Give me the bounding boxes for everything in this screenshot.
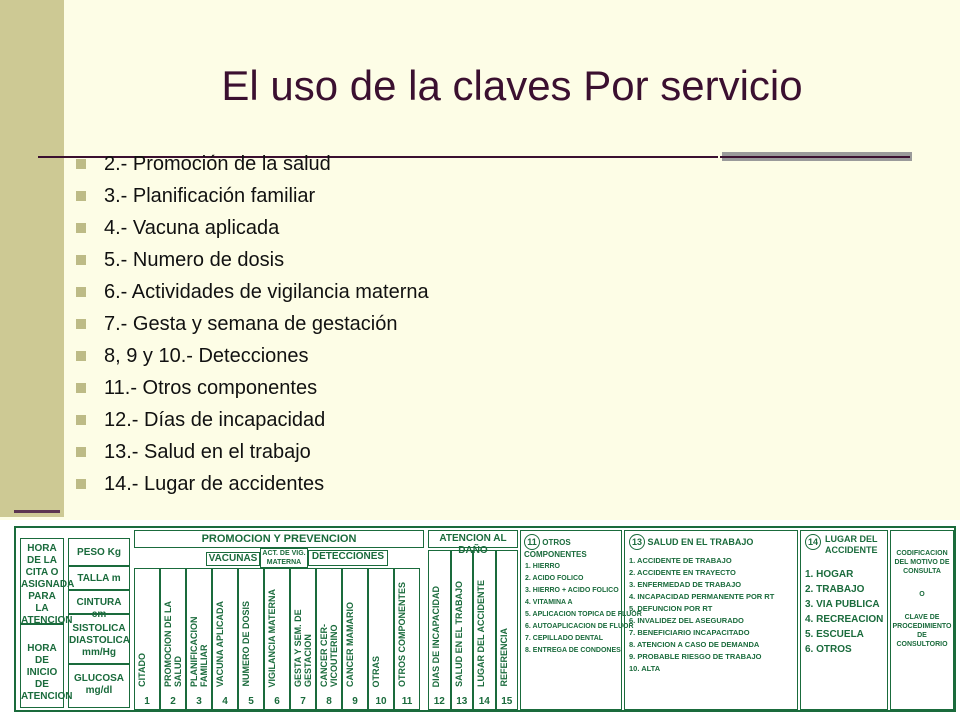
codificacion-label: CODIFICACION DEL MOTIVO DE CONSULTA	[894, 550, 950, 575]
list-item	[76, 276, 429, 308]
trabajo-number-circle: 13	[629, 534, 645, 550]
list-item	[76, 180, 429, 212]
promocion-header	[134, 530, 424, 548]
trabajo-box	[624, 530, 798, 710]
form-scan	[0, 520, 960, 720]
list-item-text: 13.- Salud en el trabajo	[104, 441, 311, 463]
list-item-text: 4.- Vacuna aplicada	[104, 217, 280, 239]
promocion-column	[238, 568, 264, 710]
talla-cell	[68, 566, 130, 590]
list-item: 10. ALTA	[629, 664, 661, 673]
atencion-column-number: 14	[478, 696, 490, 707]
bullet-icon	[76, 223, 86, 233]
atencion-column	[451, 550, 474, 710]
promocion-column-number: 7	[300, 696, 306, 707]
promocion-column-number: 6	[274, 696, 280, 707]
atencion-column-number: 13	[456, 696, 468, 707]
otros-number-circle: 11	[524, 534, 540, 550]
bullet-icon	[76, 479, 86, 489]
list-item: 4. INCAPACIDAD PERMANENTE POR RT	[629, 592, 775, 601]
list-item: 7. CEPILLADO DENTAL	[525, 635, 604, 642]
atencion-header-label: ATENCION AL DAÑO	[439, 533, 507, 556]
promocion-column-number: 11	[401, 696, 413, 707]
list-item	[76, 340, 429, 372]
list-item: 1. HOGAR	[805, 569, 854, 580]
list-item	[76, 404, 429, 436]
lugar-header	[805, 534, 879, 556]
presion-label: SISTOLICA DIASTOLICA mm/Hg	[69, 623, 130, 658]
inicio-label: HORA DE INICIO DE ATENCION	[21, 643, 73, 702]
trabajo-header	[629, 534, 753, 550]
list-item: 6. INVALIDEZ DEL ASEGURADO	[629, 616, 744, 625]
list-item: 3. VIA PUBLICA	[805, 599, 880, 610]
presion-cell	[68, 614, 130, 664]
bullet-icon	[76, 191, 86, 201]
side-band	[0, 0, 64, 512]
promocion-column	[290, 568, 316, 710]
promocion-column-label: CANCER MAMARIO	[345, 602, 355, 687]
promocion-column	[316, 568, 342, 710]
list-item-text: 7.- Gesta y semana de gestación	[104, 313, 398, 335]
lugar-list	[805, 567, 883, 657]
promocion-column	[134, 568, 160, 710]
lugar-box	[800, 530, 888, 710]
atencion-column-label: LUGAR DEL ACCIDENTE	[476, 579, 486, 687]
lugar-number-circle: 14	[805, 534, 821, 550]
promocion-column-label: CANCER CER-VICOUTERINO	[319, 624, 339, 687]
atencion-column-label: SALUD EN EL TRABAJO	[453, 581, 464, 687]
promocion-column-number: 8	[326, 696, 332, 707]
promocion-column	[160, 568, 186, 710]
list-item-text: 3.- Planificación familiar	[104, 185, 316, 207]
promocion-column	[264, 568, 290, 710]
o-label: O	[919, 591, 925, 598]
promocion-header-label: PROMOCION Y PREVENCION	[201, 533, 357, 545]
list-item: 5. DEFUNCION POR RT	[629, 604, 713, 613]
glucosa-cell	[68, 664, 130, 708]
atencion-column	[473, 550, 496, 710]
trabajo-list	[629, 555, 774, 675]
list-item: 6. AUTOAPLICACION DE FLUOR	[525, 623, 634, 630]
list-item	[76, 148, 429, 180]
glucosa-label: GLUCOSA mg/dl	[74, 673, 124, 696]
bullet-icon	[76, 415, 86, 425]
list-item: 1. ACCIDENTE DE TRABAJO	[629, 556, 732, 565]
bullet-icon	[76, 351, 86, 361]
list-item-text: 11.- Otros componentes	[104, 377, 318, 399]
form-frame	[14, 526, 956, 712]
vacunas-header-label: VACUNAS	[208, 553, 258, 564]
cintura-label: CINTURA cm	[76, 597, 122, 620]
list-item: 6. OTROS	[805, 644, 852, 655]
promocion-column-number: 3	[196, 696, 202, 707]
side-accent-line	[14, 510, 60, 513]
promocion-column-number: 1	[144, 696, 150, 707]
atencion-column	[428, 550, 451, 710]
list-item: 3. HIERRO + ACIDO FOLICO	[525, 587, 619, 594]
list-item: 5. APLICACION TOPICA DE FLUOR	[525, 611, 642, 618]
promocion-column-label: CITADO	[137, 653, 147, 687]
list-item-text: 6.- Actividades de vigilancia materna	[104, 281, 429, 303]
list-item-text: 14.- Lugar de accidentes	[104, 473, 325, 495]
otros-header-label: OTROS COMPONENTES	[524, 538, 587, 559]
list-item: 4. RECREACION	[805, 614, 884, 625]
list-item: 2. ACCIDENTE EN TRAYECTO	[629, 568, 736, 577]
inicio-cell	[20, 624, 73, 708]
promocion-column-label: VACUNA APLICADA	[215, 600, 225, 687]
bullet-icon	[76, 255, 86, 265]
atencion-column-number: 15	[501, 696, 513, 707]
promocion-column-label: PROMOCION DE LA SALUD	[163, 601, 183, 687]
cita-label: HORA DE LA CITA O ASIGNADA PARA LA ATENCION	[21, 543, 75, 626]
atencion-column	[496, 550, 519, 710]
promocion-column-number: 10	[375, 696, 387, 707]
peso-cell	[68, 538, 130, 566]
list-item: 7. BENEFICIARIO INCAPACITADO	[629, 628, 750, 637]
promocion-column	[186, 568, 212, 710]
promocion-column	[368, 568, 394, 710]
promocion-column-label: GESTA Y SEM. DE GESTACION	[293, 609, 313, 687]
promocion-column	[394, 568, 420, 710]
list-item-text: 2.- Promoción de la salud	[104, 153, 331, 175]
cita-cell	[20, 538, 75, 626]
list-item: 9. PROBABLE RIESGO DE TRABAJO	[629, 652, 762, 661]
key-list	[76, 148, 429, 500]
otros-header	[524, 534, 621, 559]
list-item	[76, 372, 429, 404]
peso-label: PESO Kg	[77, 547, 121, 558]
promocion-column	[342, 568, 368, 710]
list-item: 2. ACIDO FOLICO	[525, 575, 584, 582]
list-item	[76, 436, 429, 468]
bullet-icon	[76, 447, 86, 457]
atencion-header	[428, 530, 518, 556]
list-item: 5. ESCUELA	[805, 629, 864, 640]
bullet-icon	[76, 383, 86, 393]
slide-title: El uso de la claves Por servicio	[221, 62, 803, 109]
lugar-header-label: LUGAR DEL ACCIDENTE	[825, 534, 878, 555]
vigilancia-header	[260, 548, 308, 568]
vigilancia-header-label: ACT. DE VIG. MATERNA	[262, 550, 306, 566]
promocion-column-number: 4	[222, 696, 228, 707]
atencion-column-label: REFERENCIA	[498, 628, 509, 687]
promocion-column-number: 5	[248, 696, 254, 707]
list-item: 8. ENTREGA DE CONDONES	[525, 647, 621, 654]
list-item: 8. ATENCION A CASO DE DEMANDA	[629, 640, 760, 649]
list-item-text: 5.- Numero de dosis	[104, 249, 285, 271]
promocion-column-label: VIGILANCIA MATERNA	[267, 588, 277, 687]
cintura-cell	[68, 590, 130, 620]
vacunas-header	[206, 552, 260, 566]
promocion-column-label: NUMERO DE DOSIS	[241, 601, 251, 687]
trabajo-header-label: SALUD EN EL TRABAJO	[647, 537, 754, 547]
codificacion-box	[890, 530, 954, 710]
list-item-text: 12.- Días de incapacidad	[104, 409, 326, 431]
bullet-icon	[76, 287, 86, 297]
list-item: 3. ENFERMEDAD DE TRABAJO	[629, 580, 742, 589]
list-item	[76, 244, 429, 276]
list-item	[76, 308, 429, 340]
atencion-column-number: 12	[433, 696, 445, 707]
list-item	[76, 468, 429, 500]
list-item: 4. VITAMINA A	[525, 599, 573, 606]
promocion-column-number: 9	[352, 696, 358, 707]
promocion-column-number: 2	[170, 696, 176, 707]
clave-label: CLAVE DE PROCEDIMIENTO DE CONSULTORIO	[892, 614, 952, 648]
atencion-column-label: DIAS DE INCAPACIDAD	[431, 585, 441, 687]
detecciones-header	[308, 550, 388, 566]
list-item	[76, 212, 429, 244]
list-item-text: 8, 9 y 10.- Detecciones	[104, 345, 309, 367]
talla-label: TALLA m	[77, 573, 121, 584]
promocion-column-label: OTROS COMPONENTES	[397, 581, 407, 687]
promocion-column	[212, 568, 238, 710]
bullet-icon	[76, 159, 86, 169]
list-item: 2. TRABAJO	[805, 584, 865, 595]
detecciones-header-label: DETECCIONES	[311, 551, 385, 562]
title-rule-accent-line	[720, 156, 910, 158]
promocion-column-label: PLANIFICACION FAMILIAR	[189, 616, 209, 687]
promocion-column-label: OTRAS	[371, 655, 381, 687]
bullet-icon	[76, 319, 86, 329]
list-item: 1. HIERRO	[525, 563, 561, 570]
